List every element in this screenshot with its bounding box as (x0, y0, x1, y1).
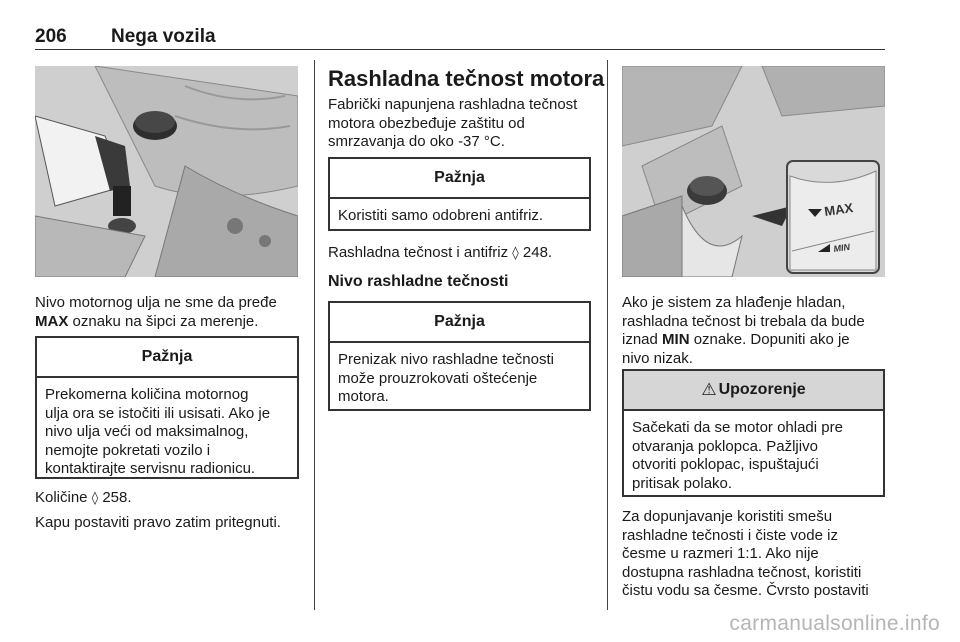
column-divider-1 (314, 60, 315, 610)
refill-paragraph: Za dopunjavanje koristiti smešu rashladne tečnosti i čiste vode iz česme u razmeri 1:1. Ako nije dostupna rashladna tečnost, koristiti čistu vodu sa česme. Čvrsto postaviti (622, 508, 869, 599)
notice-title: Pažnja (330, 303, 589, 343)
coolant-level-subheading: Nivo rashladne tečnosti (328, 273, 509, 290)
oil-filling-illustration (35, 66, 298, 277)
notice-body: Prekomerna količina motornog ulja ora se istočiti ili usisati. Ako je nivo ulja veći od maksimalnog, nemojte pokretati vozilo i kontaktirajte servisnu radionicu. (45, 386, 271, 477)
notice-body: Prenizak nivo rashladne tečnosti može prouzrokovati oštećenje motora. (338, 351, 554, 405)
notice-box-antifreeze (328, 157, 591, 231)
notice-body: Koristiti samo odobreni antifriz. (338, 207, 544, 224)
warning-triangle-icon: ⚠ (701, 380, 717, 400)
max-mark-label: MAX (823, 200, 855, 219)
warning-title: ⚠ Upozorenje (624, 371, 883, 411)
coolant-level-paragraph: Ako je sistem za hlađenje hladan, rashladna tečnost bi trebala da bude iznad MIN oznake. Dopuniti ako je nivo nizak. (622, 294, 865, 367)
header-rule (35, 49, 885, 50)
page-number: 206 (35, 26, 67, 47)
warning-box (622, 369, 885, 497)
warning-body: Sačekati da se motor ohladi pre otvaranja poklopca. Pažljivo otvoriti poklopac, ispuštajući pritisak polako. (632, 419, 843, 492)
page-reference-icon: ◊ (91, 491, 99, 506)
oil-level-paragraph: Nivo motornog ulja ne sme da pređe MAX oznaku na šipci za merenje. (35, 294, 277, 330)
column-divider-2 (607, 60, 608, 610)
min-label: MIN (662, 331, 690, 348)
coolant-heading: Rashladna tečnost motora (328, 66, 605, 91)
quantities-reference[interactable]: Količine ◊ 258. (35, 489, 132, 506)
coolant-reference[interactable]: Rashladna tečnost i antifriz ◊ 248. (328, 244, 553, 261)
watermark: carmanualsonline.info (729, 612, 940, 635)
max-label: MAX (35, 312, 69, 330)
notice-title: Pažnja (330, 159, 589, 199)
notice-box-coolant-level (328, 301, 591, 411)
min-mark-label: MIN (832, 241, 851, 254)
cap-paragraph: Kapu postaviti pravo zatim pritegnuti. (35, 514, 281, 531)
notice-title: Pažnja (37, 338, 297, 378)
notice-box-oil (35, 336, 299, 479)
section-title: Nega vozila (111, 26, 216, 47)
coolant-intro: Fabrički napunjena rashladna tečnost motora obezbeđuje zaštitu od smrzavanja do oko -37 °C. (328, 96, 578, 150)
page-reference-icon: ◊ (512, 246, 519, 261)
coolant-reservoir-illustration (622, 66, 885, 277)
